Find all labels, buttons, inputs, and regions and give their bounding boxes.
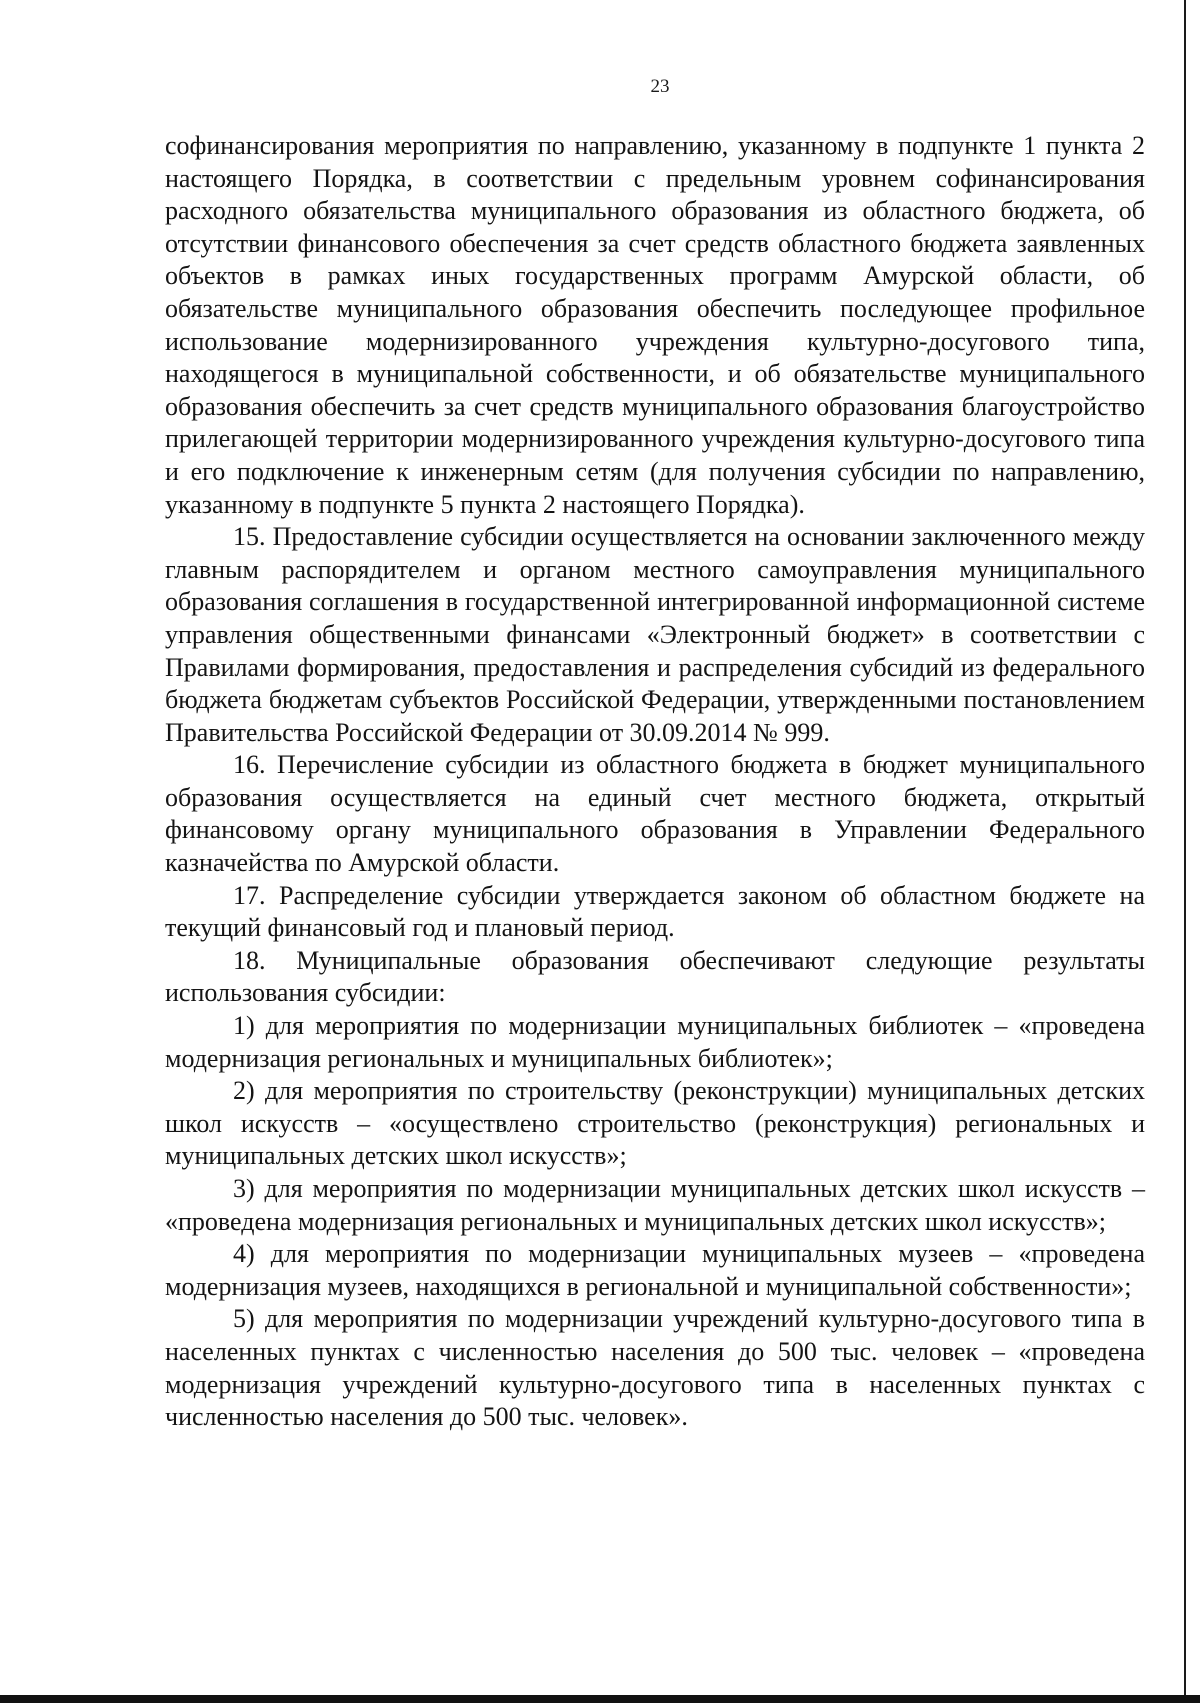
page-number: 23	[650, 76, 670, 97]
subitem-1: 1) для мероприятия по модернизации муниципальных библиотек – «проведена модернизация региональных и муниципальных библиотек»;	[165, 1011, 1145, 1073]
paragraph-item-16: 16. Перечисление субсидии из областного бюджета в бюджет муниципального образования осуществляется на единый счет местного бюджета, открытый финансовому органу муниципального образования в Управлении Федерального казначейства по Амурской области.	[165, 750, 1145, 878]
document-body	[165, 130, 1145, 1434]
scan-edge-right	[1184, 0, 1186, 1703]
paragraph-item-15: 15. Предоставление субсидии осуществляется на основании заключенного между главным распорядителем и органом местного самоуправления муниципального образования соглашения в государственной интегрированной информационной системе управления общественными финансами «Электронный бюджет» в соответствии с Правилами формирования, предоставления и распределения субсидий из федерального бюджета бюджетам субъектов Российской Федерации, утвержденными постановлением Правительства Российской Федерации от 30.09.2014 № 999.	[165, 522, 1145, 747]
paragraph-item-17: 17. Распределение субсидии утверждается законом об областном бюджете на текущий финансовый год и плановый период.	[165, 880, 1145, 943]
subitem-3: 3) для мероприятия по модернизации муниципальных детских школ искусств – «проведена модернизация региональных и муниципальных детских школ искусств»;	[165, 1174, 1145, 1236]
paragraph-continuation: софинансирования мероприятия по направлению, указанному в подпункте 1 пункта 2 настоящего Порядка, в соответствии с предельным уровнем софинансирования расходного обязательства муниципального образования из областного бюджета, об отсутствии финансового обеспечения за счет средств областного бюджета заявленных объектов в рамках иных государственных программ Амурской области, об обязательстве муниципального образования обеспечить последующее профильное использование модернизированного учреждения культурно-досугового типа, находящегося в муниципальной собственности, и об обязательстве муниципального образования обеспечить за счет средств муниципального образования благоустройство прилегающей территории модернизированного учреждения культурно-досугового типа и его подключение к инженерным сетям (для получения субсидии по направлению, указанному в подпункте 5 пункта 2 настоящего Порядка).	[165, 131, 1145, 519]
subitem-2: 2) для мероприятия по строительству (реконструкции) муниципальных детских школ искусств – «осуществлено строительство (реконструкция) региональных и муниципальных детских школ искусств»;	[165, 1076, 1145, 1171]
paragraph-item-18: 18. Муниципальные образования обеспечивают следующие результаты использования субсидии:	[165, 945, 1145, 1008]
subitem-5: 5) для мероприятия по модернизации учреждений культурно-досугового типа в населенных пунктах с численностью населения до 500 тыс. человек – «проведена модернизация учреждений культурно-досугового типа в населенных пунктах с численностью населения до 500 тыс. человек».	[165, 1304, 1145, 1432]
scan-edge-bottom	[0, 1695, 1200, 1703]
subitem-4: 4) для мероприятия по модернизации муниципальных музеев – «проведена модернизация музеев, находящихся в региональной и муниципальной собственности»;	[165, 1239, 1145, 1301]
